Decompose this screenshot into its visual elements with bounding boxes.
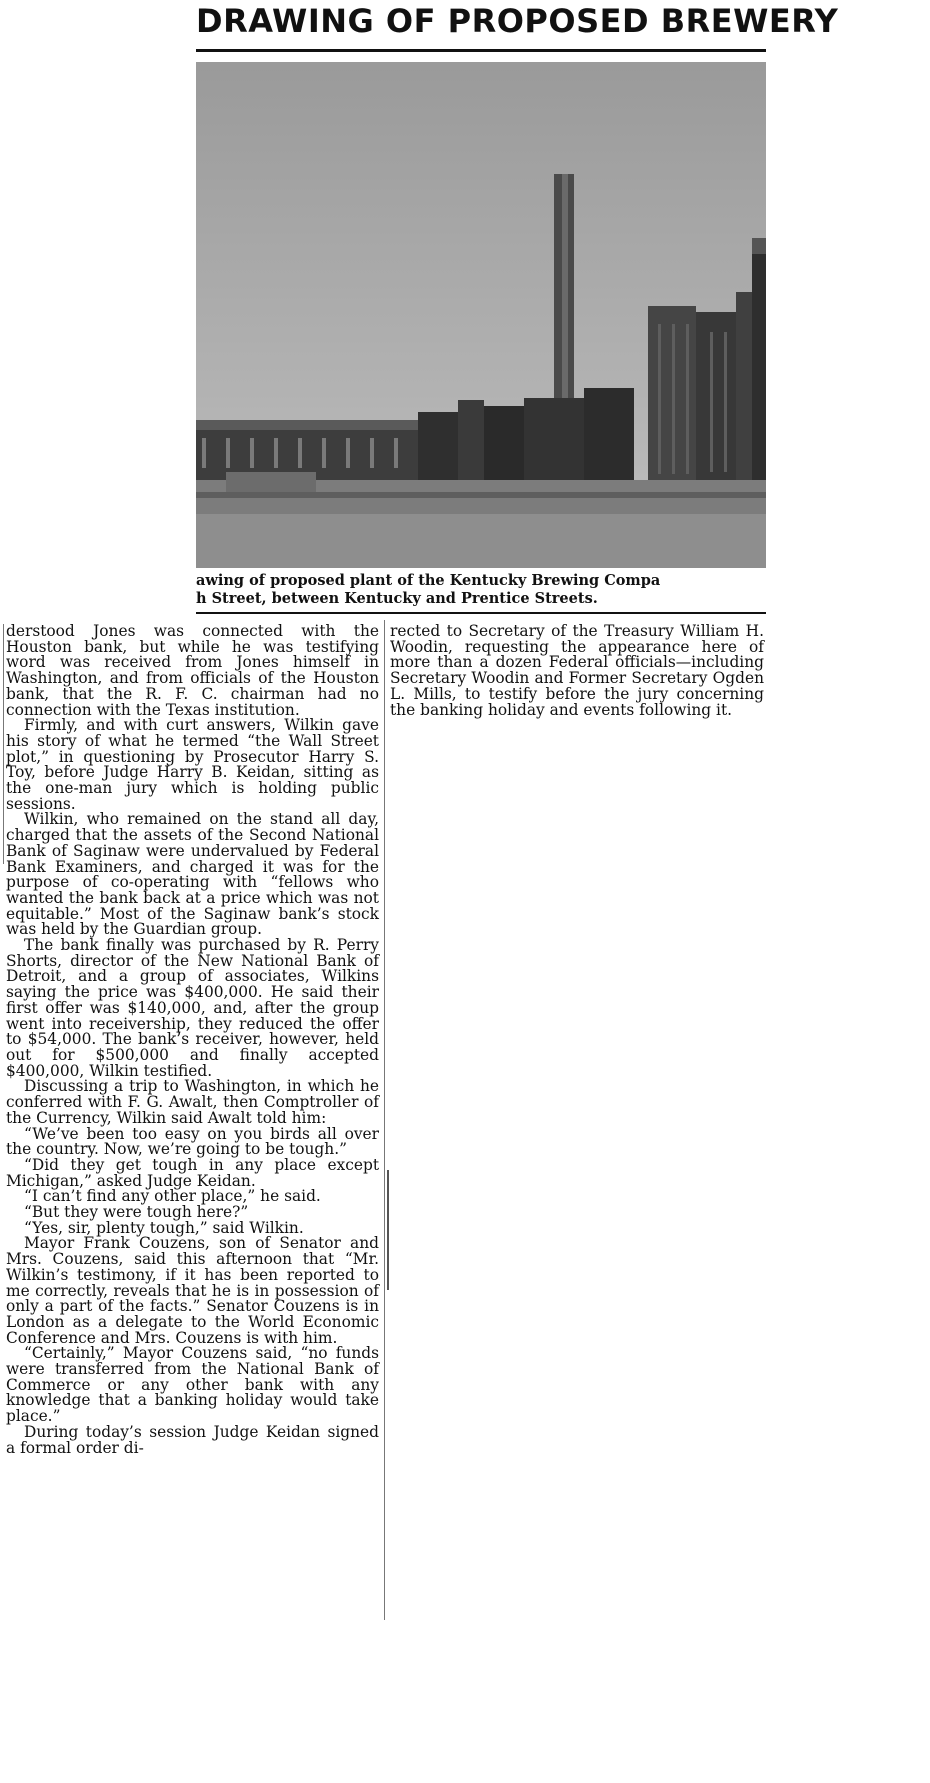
paragraph: “I can’t find any other place,” he said.	[24, 1187, 321, 1206]
column-separator	[384, 620, 385, 1620]
paragraph: rected to Secretary of the Treasury William H. Woodin, requesting the appearance here of more than a dozen Federal officials—including Secretary Woodin and Former Secretary Ogden L. Mills, to testify before the jury concerning the banking holiday and events following it.	[390, 622, 764, 719]
caption-line-2: h Street, between Kentucky and Prentice Streets.	[196, 590, 598, 607]
paragraph: Wilkin, who remained on the stand all day, charged that the assets of the Second National Bank of Saginaw were undervalued by Federal Bank Examiners, and charged it was for the purpose of co-operating with “fellows who wanted the bank back at a price which was not equitable.” Most of the Saginaw bank’s stock was held by the Guardian group.	[6, 810, 379, 939]
paragraph: “Yes, sir, plenty tough,” said Wilkin.	[24, 1218, 304, 1237]
paragraph: “Certainly,” Mayor Couzens said, “no funds were transferred from the National Bank of Commerce or any other bank with any knowledge that a banking holiday would take place.”	[6, 1344, 379, 1426]
headline-rule	[196, 49, 766, 52]
margin-specks	[387, 1170, 389, 1290]
caption-line-1: awing of proposed plant of the Kentucky Brewing Compa	[196, 572, 661, 589]
headline: DRAWING OF PROPOSED BREWERY	[196, 2, 839, 40]
brewery-drawing	[196, 62, 766, 568]
paragraph: Mayor Frank Couzens, son of Senator and Mrs. Couzens, said this afternoon that “Mr. Wilkin’s testimony, if it has been reported to me correctly, reveals that he is in possession of only a part of the facts.” Senator Couzens is in London as a delegate to the World Economic Conference and Mrs. Couzens is with him.	[6, 1234, 379, 1347]
paragraph: derstood Jones was connected with the Houston bank, but while he was testifying word was received from Jones himself in Washington, and from officials of the Houston bank, that the R. F. C. chairman had no connection with the Texas institution.	[6, 622, 379, 719]
paragraph: Firmly, and with curt answers, Wilkin gave his story of what he termed “the Wall Street plot,” in questioning by Prosecutor Harry S. Toy, before Judge Harry B. Keidan, sitting as the one-man jury which is holding public sessions.	[6, 716, 379, 813]
paragraph: “But they were tough here?”	[24, 1203, 249, 1222]
article-right-column	[390, 624, 764, 718]
paragraph: The bank finally was purchased by R. Perry Shorts, director of the New National Bank of Detroit, and a group of associates, Wilkins saying the price was $400,000. He said their first offer was $140,000, and, after the group went into receivership, they reduced the offer to $54,000. The bank’s receiver, however, held out for $500,000 and finally accepted $400,000, Wilkin testified.	[6, 936, 379, 1080]
paragraph: During today’s session Judge Keidan signed a formal order di-	[6, 1422, 379, 1457]
caption-rule	[196, 612, 766, 614]
left-edge-rule	[3, 624, 4, 864]
article-left-column	[6, 624, 379, 1456]
paragraph: “We’ve been too easy on you birds all over the country. Now, we’re going to be tough.”	[6, 1124, 379, 1159]
paragraph: “Did they get tough in any place except Michigan,” asked Judge Keidan.	[6, 1155, 379, 1190]
photo-caption	[196, 572, 766, 608]
paragraph: Discussing a trip to Washington, in which he conferred with F. G. Awalt, then Comptroller of the Currency, Wilkin said Awalt told him:	[6, 1077, 379, 1127]
brewery-photo	[196, 62, 766, 568]
